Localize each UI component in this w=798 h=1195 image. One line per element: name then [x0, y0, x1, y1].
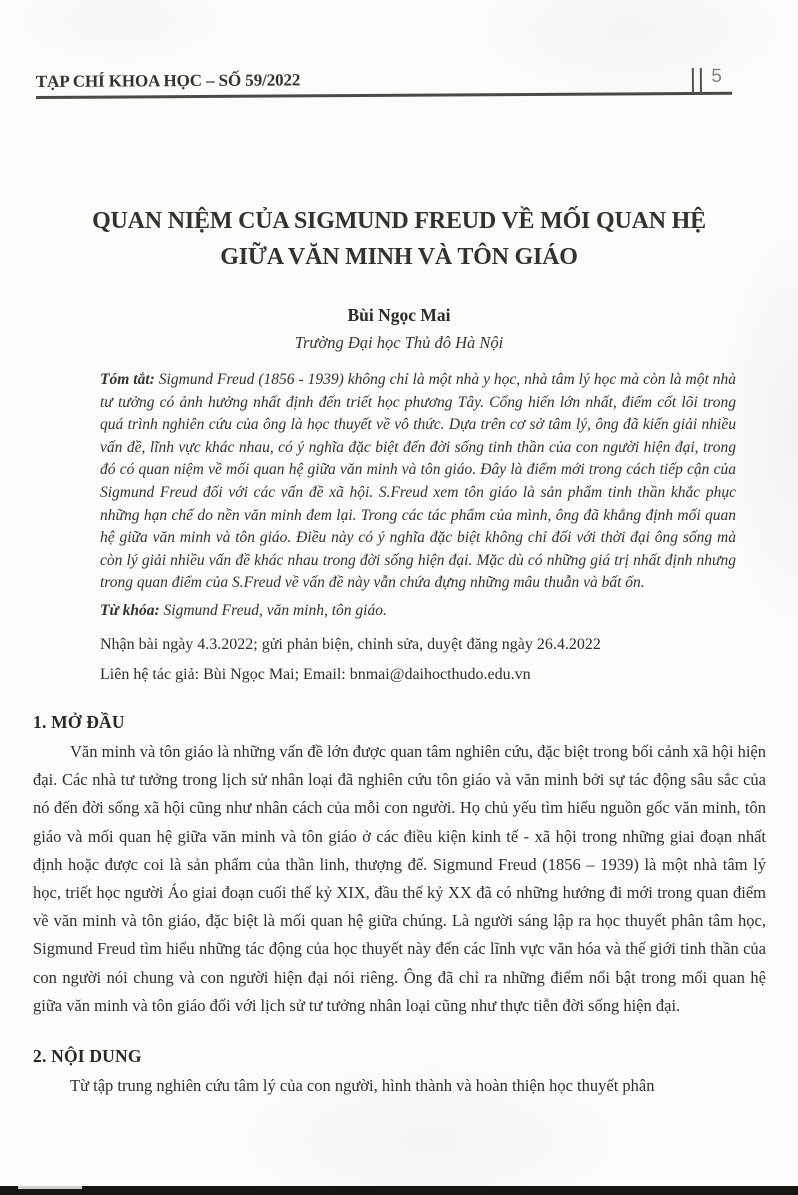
scan-edge-notch: [18, 1186, 82, 1189]
keywords-label: Từ khóa:: [100, 601, 160, 619]
abstract-paragraph: [100, 369, 736, 595]
section-heading-2: 2. NỘI DUNG: [33, 1045, 142, 1066]
scan-edge-artifact: [0, 1186, 798, 1195]
received-dates: Nhận bài ngày 4.3.2022; gửi phản biện, chỉnh sửa, duyệt đăng ngày 26.4.2022: [100, 635, 601, 653]
article-title: [0, 203, 798, 275]
keywords-line: [100, 600, 736, 622]
abstract-block: [100, 369, 736, 686]
author-name: Bùi Ngọc Mai: [347, 305, 451, 325]
section-paragraph-2: Từ tập trung nghiên cứu tâm lý của con người, hình thành và hoàn thiện học thuyết phân: [70, 1075, 655, 1095]
abstract-label: Tóm tắt:: [100, 371, 155, 388]
journal-title: TẠP CHÍ KHOA HỌC – SỐ 59/2022: [35, 70, 301, 92]
keywords-text: Sigmund Freud, văn minh, tôn giáo.: [163, 601, 387, 619]
article-body: [33, 712, 766, 1100]
section-heading-1: 1. MỞ ĐẦU: [33, 711, 125, 732]
section-paragraph-1: Văn minh và tôn giáo là những vấn đề lớn được quan tâm nghiên cứu, đặc biệt trong bối cảnh xã hội hiện đại. Các nhà tư tưởng trong lịch sử nhân loại đã nghiên cứu tôn giáo và văn minh bởi sự tác động sâu sắc của nó đến đời sống xã hội cũng như nhân cách của mỗi con người. Họ chủ yếu tìm hiểu nguồn gốc văn minh, tôn giáo và mối quan hệ giữa văn minh và tôn giáo ở các điều kiện kinh tế - xã hội trong những giai đoạn nhất định hoặc được coi là sản phẩm của thần linh, thượng đế. Sigmund Freud (1856 – 1939) là một nhà tâm lý học, triết học người Áo giai đoạn cuối thế kỷ XIX, đầu thế kỷ XX đã có những hướng đi mới trong quan điểm về văn minh và tôn giáo, đặc biệt là mối quan hệ giữa chúng. Là người sáng lập ra học thuyết phân tâm học, Sigmund Freud tìm hiểu những tác động của học thuyết này đến các lĩnh vực văn hóa và thế giới tinh thần của con người nói chung và con người hiện đại nói riêng. Ông đã chỉ ra những điểm nổi bật trong mối quan hệ giữa văn minh và tôn giáo đối với lịch sử tư tưởng nhân loại cũng như thực tiễn đời sống hiện đại.: [33, 741, 766, 1015]
article-title-line-2: GIỮA VĂN MINH VÀ TÔN GIÁO: [220, 244, 578, 270]
author-affiliation: Trường Đại học Thủ đô Hà Nội: [294, 333, 504, 352]
running-head: [36, 66, 732, 99]
abstract-text: Sigmund Freud (1856 - 1939) không chỉ là một nhà y học, nhà tâm lý học mà còn là một nhà tư tưởng có ảnh hưởng nhất định đến triết học phương Tây. Cống hiến lớn nhất, điểm cốt lõi trong quá trình nghiên cứu của ông là học thuyết về vô thức. Dựa trên cơ sở tâm lý, ông đã kiến giải nhiều vấn đề, lĩnh vực khác nhau, có ý nghĩa đặc biệt đến đời sống tinh thần của con người hiện đại, trong đó có quan niệm về mối quan hệ giữa văn minh và tôn giáo. Đây là điểm mới trong cách tiếp cận của Sigmund Freud đối với các vấn đề xã hội. S.Freud xem tôn giáo là sản phẩm tinh thần khắc phục những hạn chế do nền văn minh đem lại. Trong các tác phẩm của mình, ông đã khẳng định mối quan hệ giữa văn minh và tôn giáo. Điều này có ý nghĩa đặc biệt không chỉ đối với thời đại ông sống mà còn lý giải nhiều vấn đề khác nhau trong đời sống hiện đại. Mặc dù có những giá trị nhất định nhưng trong quan điểm của S.Freud về vấn đề này vẫn chứa đựng những mâu thuẫn và bất ổn.: [100, 371, 737, 592]
double-bar-icon: [692, 68, 702, 95]
page-number: 5: [711, 65, 722, 87]
article-title-line-1: QUAN NIỆM CỦA SIGMUND FREUD VỀ MỐI QUAN HỆ: [92, 208, 706, 234]
author-contact: Liên hệ tác giả: Bùi Ngọc Mai; Email: bnmai@daihocthudo.edu.vn: [100, 665, 531, 683]
